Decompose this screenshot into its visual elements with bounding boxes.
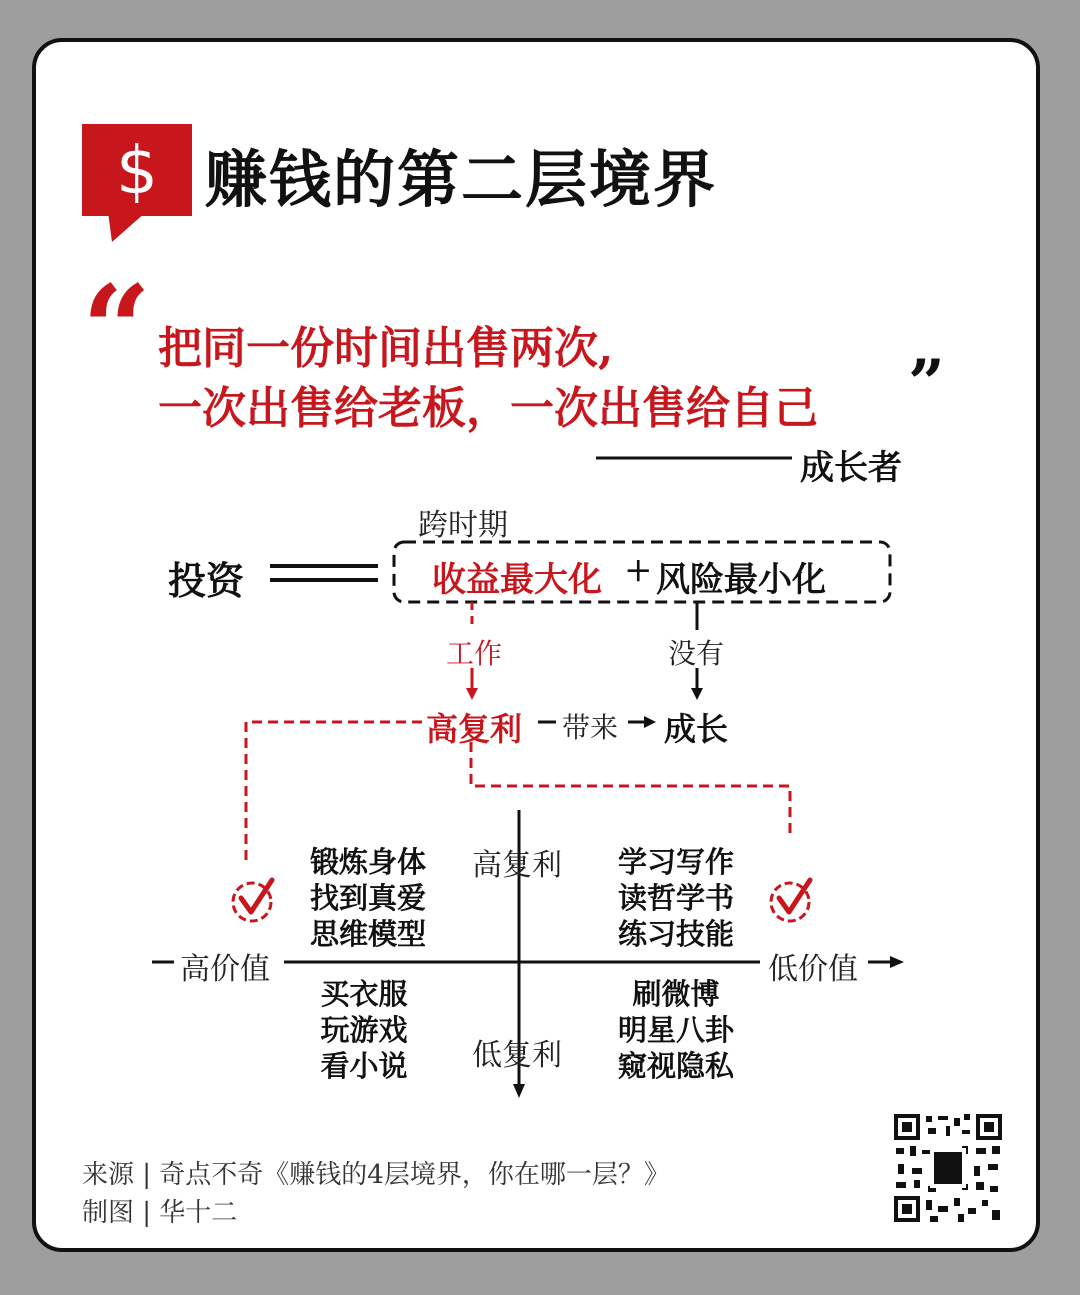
qr-code-icon [892,1112,1004,1224]
quote-line-1: 把同一份时间出售两次, [158,323,614,374]
list-item: 读哲学书 [617,881,734,915]
list-item: 思维模型 [309,917,426,951]
list-item: 锻炼身体 [309,845,426,879]
list-item: 刷微博 [632,977,720,1011]
cross-period-label: 跨时期 [418,508,508,543]
source-credit: 来源 | 奇点不奇《赚钱的4层境界，你在哪一层？》 [82,1160,670,1190]
quadrant-top-right [608,844,744,952]
y-axis-top-label: 高复利 [472,848,562,883]
open-quote-mark: “ [82,259,152,400]
page-title: 赚钱的第二层境界 [205,143,718,216]
arrow-down-icon [513,1084,525,1098]
arrow-down-icon [691,688,703,700]
investment-label: 投资 [168,558,245,603]
quadrant-bottom-right [608,976,744,1084]
list-item: 窥视隐私 [617,1049,734,1083]
close-quote-mark: ” [908,346,945,421]
growth-label: 成长 [664,710,729,748]
x-axis-left-label: 高价值 [180,952,270,987]
none-label: 没有 [668,637,725,670]
minimize-risk-label: 风险最小化 [656,560,826,600]
list-item: 练习技能 [617,917,734,951]
quadrant-bottom-left [300,976,428,1084]
quadrant-top-left [300,844,436,952]
maximize-return-label: 收益最大化 [432,560,602,600]
list-item: 玩游戏 [320,1013,408,1047]
list-item: 找到真爱 [309,881,426,915]
check-circle-icon [766,872,820,926]
y-axis-bottom-label: 低复利 [472,1038,562,1073]
arrow-right-icon [890,956,904,968]
logo-symbol: $ [116,131,158,209]
list-item: 学习写作 [617,845,734,879]
high-compound-label: 高复利 [426,710,523,748]
quote-line-2: 一次出售给老板，一次出售给自己 [158,383,818,434]
list-item: 买衣服 [320,977,408,1011]
arrow-right-icon [644,716,656,728]
plus-sign: + [624,550,653,590]
quote-author: 成长者 [800,448,902,488]
bring-label: 带来 [562,711,619,744]
list-item: 看小说 [320,1049,408,1083]
x-axis-right-label: 低价值 [768,952,858,987]
list-item: 明星八卦 [617,1013,734,1047]
work-label: 工作 [446,637,503,670]
check-circle-icon [228,872,282,926]
arrow-down-icon [466,688,478,700]
author-credit: 制图 | 华十二 [82,1198,238,1228]
